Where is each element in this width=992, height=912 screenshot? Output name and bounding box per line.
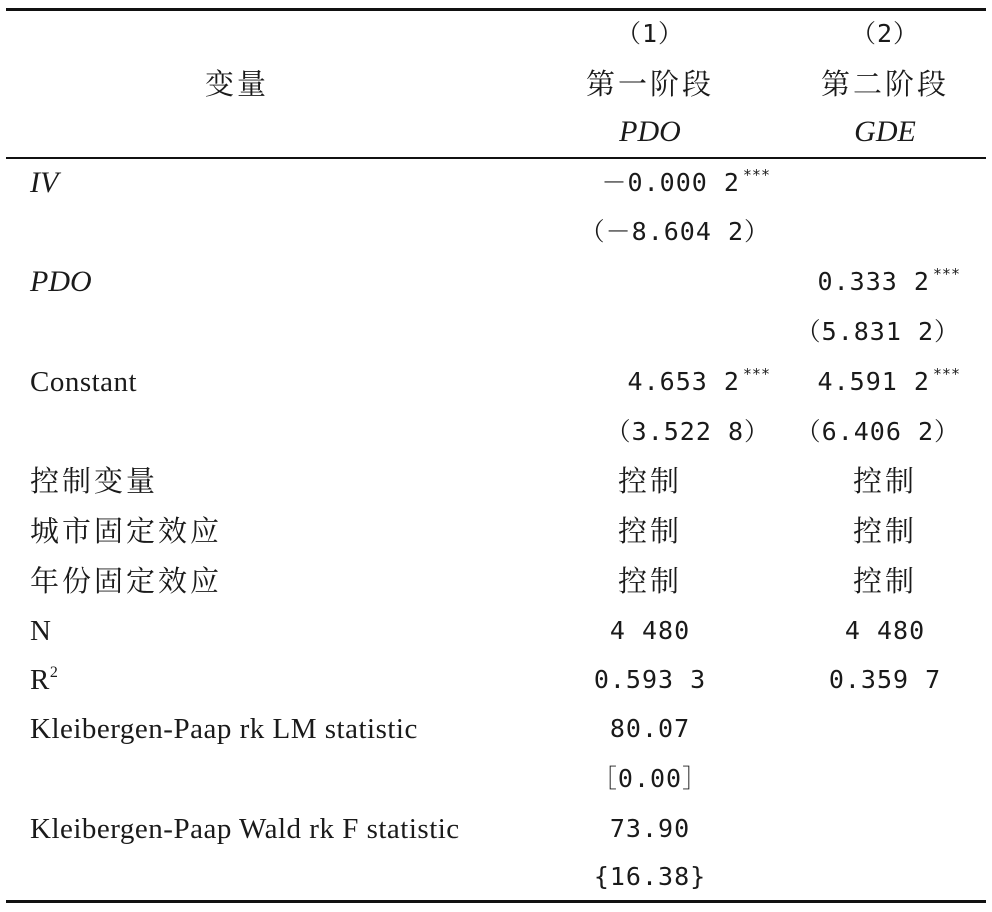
r-squared-superscript: 2 [49, 664, 59, 681]
city-fe-col2: 控制 [852, 514, 917, 548]
significance-stars: *** [742, 365, 770, 383]
constant-col2-tstat: （6.406 2） [795, 417, 960, 446]
col1-dependent-var: PDO [619, 115, 681, 148]
row-label-kp-lm: Kleibergen-Paap rk LM statistic [30, 713, 418, 745]
row-label-controls: 控制变量 [30, 464, 159, 498]
col2-stage: 第二阶段 [820, 67, 949, 101]
city-fe-col1: 控制 [617, 514, 682, 548]
pdo-col2-coef: 0.333 2 *** [817, 265, 960, 296]
year-fe-col2: 控制 [852, 564, 917, 598]
row-label-constant: Constant [30, 366, 138, 398]
n-col1: 4 480 [609, 616, 691, 645]
row-label-n: N [30, 615, 52, 647]
controls-col2: 控制 [852, 464, 917, 498]
col2-dependent-var: GDE [854, 115, 916, 148]
variable-header: 变量 [205, 67, 270, 101]
iv-col1-coef: －0.000 2 *** [601, 166, 770, 197]
constant-col1-coef: 4.653 2 *** [627, 365, 770, 396]
bottom-rule [6, 900, 986, 903]
row-label-pdo: PDO [30, 265, 92, 298]
n-col2: 4 480 [844, 616, 926, 645]
constant-col2-coef: 4.591 2 *** [817, 365, 960, 396]
row-label-kp-wald: Kleibergen-Paap Wald rk F statistic [30, 813, 460, 845]
controls-col1: 控制 [617, 464, 682, 498]
significance-stars: *** [932, 365, 960, 383]
kp-wald-critical-value: {16.38} [593, 862, 707, 891]
kp-lm-pvalue: ［0.00］ [591, 764, 709, 793]
kp-lm-col1: 80.07 [609, 714, 691, 743]
pdo-col2-tstat: （5.831 2） [795, 317, 960, 346]
year-fe-col1: 控制 [617, 564, 682, 598]
row-label-year-fe: 年份固定效应 [30, 564, 223, 598]
row-label-r-squared: $R^2$ [30, 664, 59, 696]
row-label-iv: IV [30, 166, 59, 199]
significance-stars: *** [742, 166, 770, 184]
col1-number: （1） [615, 19, 685, 48]
significance-stars: *** [932, 265, 960, 283]
iv-col1-tstat: （－8.604 2） [579, 217, 770, 246]
row-label-city-fe: 城市固定效应 [30, 514, 223, 548]
r-squared-col2: 0.359 7 [828, 665, 942, 694]
kp-wald-col1: 73.90 [609, 814, 691, 843]
top-rule [6, 8, 986, 11]
constant-col1-tstat: （3.522 8） [605, 417, 770, 446]
col1-stage: 第一阶段 [585, 67, 714, 101]
r-squared-col1: 0.593 3 [593, 665, 707, 694]
header-rule [6, 157, 986, 159]
col2-number: （2） [850, 19, 920, 48]
